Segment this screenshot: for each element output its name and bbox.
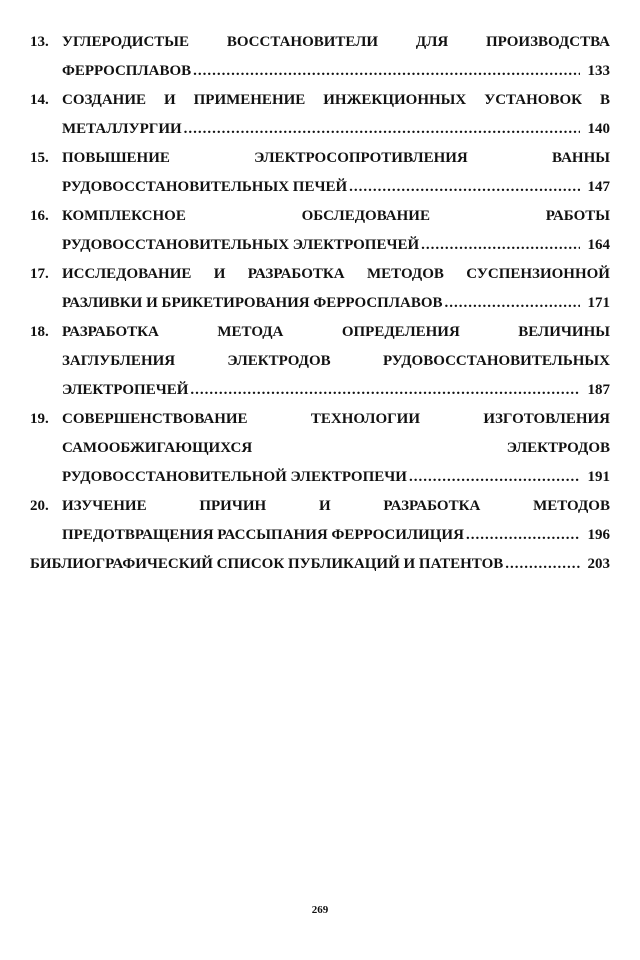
toc-title-word: ПОВЫШЕНИЕ — [62, 150, 170, 166]
toc-title-word: МЕТОДА — [217, 324, 284, 340]
toc-title-word: ПРИМЕНЕНИЕ — [193, 92, 306, 108]
toc-entry[interactable] — [30, 318, 610, 405]
toc-entry-number: 17. — [30, 266, 49, 282]
toc-title-word: ОПРЕДЕЛЕНИЯ — [341, 324, 460, 340]
toc-title-text: РУДОВОССТАНОВИТЕЛЬНОЙ ЭЛЕКТРОПЕЧИ — [62, 469, 407, 485]
toc-page-number: 191 — [587, 469, 610, 485]
toc-entry-number: 20. — [30, 498, 49, 514]
toc-title-word: ПРОИЗВОДСТВА — [486, 34, 610, 50]
toc-title-word: ДЛЯ — [415, 34, 449, 50]
toc-line — [30, 260, 610, 289]
toc-line — [30, 57, 610, 86]
toc-title-word: ЗАГЛУБЛЕНИЯ — [62, 353, 176, 369]
toc-page-number: 196 — [587, 527, 610, 543]
toc-page-number: 187 — [587, 382, 610, 398]
toc-title-word: СОВЕРШЕНСТВОВАНИЕ — [62, 411, 248, 427]
toc-line — [30, 318, 610, 347]
toc-title-word: И — [213, 266, 226, 282]
toc-title-word: В — [599, 92, 610, 108]
toc-title-word: ВОССТАНОВИТЕЛИ — [226, 34, 379, 50]
toc-dot-leader — [445, 289, 580, 318]
toc-line — [30, 115, 610, 144]
toc-title-word: МЕТОДОВ — [366, 266, 444, 282]
toc-line — [30, 173, 610, 202]
toc-entry[interactable] — [30, 260, 610, 318]
toc-entry[interactable] — [30, 492, 610, 550]
toc-entry-number: 19. — [30, 411, 49, 427]
toc-title-text: ФЕРРОСПЛАВОВ — [62, 63, 192, 79]
toc-line — [30, 492, 610, 521]
toc-title-word: ИССЛЕДОВАНИЕ — [62, 266, 192, 282]
toc-title-word: РУДОВОССТАНОВИТЕЛЬНЫХ — [382, 353, 610, 369]
toc-page-number: 133 — [587, 63, 610, 79]
toc-title-word: ЭЛЕКТРОДОВ — [506, 440, 610, 456]
toc-dot-leader — [466, 521, 580, 550]
toc-line — [30, 231, 610, 260]
page-number: 269 — [311, 904, 329, 916]
toc-entry-number: 18. — [30, 324, 49, 340]
toc-line — [30, 376, 610, 405]
toc-title-text: МЕТАЛЛУРГИИ — [62, 121, 182, 137]
toc-line — [30, 28, 610, 57]
toc-title-word: ТЕХНОЛОГИИ — [310, 411, 421, 427]
toc-title-text: ЭЛЕКТРОПЕЧЕЙ — [62, 382, 189, 398]
toc-entry-number: 15. — [30, 150, 49, 166]
toc-title-word: ИНЖЕКЦИОННЫХ — [323, 92, 467, 108]
toc-entry-number: 16. — [30, 208, 49, 224]
toc-entry[interactable] — [30, 550, 610, 579]
toc-line — [30, 86, 610, 115]
toc-title-word: И — [318, 498, 331, 514]
toc-title-word: ЭЛЕКТРОДОВ — [227, 353, 331, 369]
toc-title-word: СОЗДАНИЕ — [62, 92, 146, 108]
toc-title-word: УГЛЕРОДИСТЫЕ — [62, 34, 190, 50]
toc-title-word: РАЗРАБОТКА — [247, 266, 345, 282]
toc-page-number: 147 — [587, 179, 610, 195]
toc-line — [30, 521, 610, 550]
toc-entry[interactable] — [30, 144, 610, 202]
toc-title-text: РУДОВОССТАНОВИТЕЛЬНЫХ ПЕЧЕЙ — [62, 179, 348, 195]
toc-line — [30, 405, 610, 434]
toc-entry[interactable] — [30, 86, 610, 144]
toc-title-word: РАЗРАБОТКА — [62, 324, 159, 340]
toc-entry-number: 14. — [30, 92, 49, 108]
toc-title-word: ИЗГОТОВЛЕНИЯ — [483, 411, 610, 427]
toc-title-word: САМООБЖИГАЮЩИХСЯ — [62, 440, 253, 456]
toc-dot-leader — [409, 463, 580, 492]
toc-line — [30, 144, 610, 173]
toc-page-number: 164 — [587, 237, 610, 253]
toc-title-word: УСТАНОВОК — [484, 92, 583, 108]
toc-title-word: ЭЛЕКТРОСОПРОТИВЛЕНИЯ — [254, 150, 468, 166]
toc-title-word: ВЕЛИЧИНЫ — [518, 324, 610, 340]
toc-entry-number: 13. — [30, 34, 49, 50]
toc-dot-leader — [421, 231, 580, 260]
toc-title-word: ИЗУЧЕНИЕ — [62, 498, 147, 514]
toc-title-text: РАЗЛИВКИ И БРИКЕТИРОВАНИЯ ФЕРРОСПЛАВОВ — [62, 295, 443, 311]
toc-title-word: МЕТОДОВ — [533, 498, 610, 514]
toc-entry[interactable] — [30, 202, 610, 260]
toc-title-word: ВАННЫ — [552, 150, 610, 166]
toc-dot-leader — [184, 115, 580, 144]
toc-title-word: СУСПЕНЗИОННОЙ — [466, 266, 610, 282]
toc-line — [30, 347, 610, 376]
toc-title-word: И — [163, 92, 176, 108]
toc-title-text: БИБЛИОГРАФИЧЕСКИЙ СПИСОК ПУБЛИКАЦИЙ И ПАТЕНТОВ — [30, 556, 504, 572]
toc-line — [30, 434, 610, 463]
toc-dot-leader — [190, 376, 580, 405]
toc-line — [30, 289, 610, 318]
toc-title-word: ОБСЛЕДОВАНИЕ — [301, 208, 430, 224]
toc-title-word: КОМПЛЕКСНОЕ — [62, 208, 186, 224]
toc-title-word: ПРИЧИН — [199, 498, 267, 514]
toc-dot-leader — [349, 173, 580, 202]
toc-title-word: РАБОТЫ — [545, 208, 610, 224]
toc-page-number: 171 — [587, 295, 610, 311]
toc-line — [30, 550, 610, 579]
toc-dot-leader — [505, 550, 580, 579]
toc-page-number: 203 — [587, 556, 610, 572]
toc-dot-leader — [193, 57, 580, 86]
toc-page-number: 140 — [587, 121, 610, 137]
toc-entry[interactable] — [30, 28, 610, 86]
toc-line — [30, 463, 610, 492]
toc-entry[interactable] — [30, 405, 610, 492]
toc-title-text: ПРЕДОТВРАЩЕНИЯ РАССЫПАНИЯ ФЕРРОСИЛИЦИЯ — [62, 527, 464, 543]
toc-title-text: РУДОВОССТАНОВИТЕЛЬНЫХ ЭЛЕКТРОПЕЧЕЙ — [62, 237, 420, 253]
toc-line — [30, 202, 610, 231]
toc-title-word: РАЗРАБОТКА — [383, 498, 481, 514]
table-of-contents — [30, 28, 610, 579]
